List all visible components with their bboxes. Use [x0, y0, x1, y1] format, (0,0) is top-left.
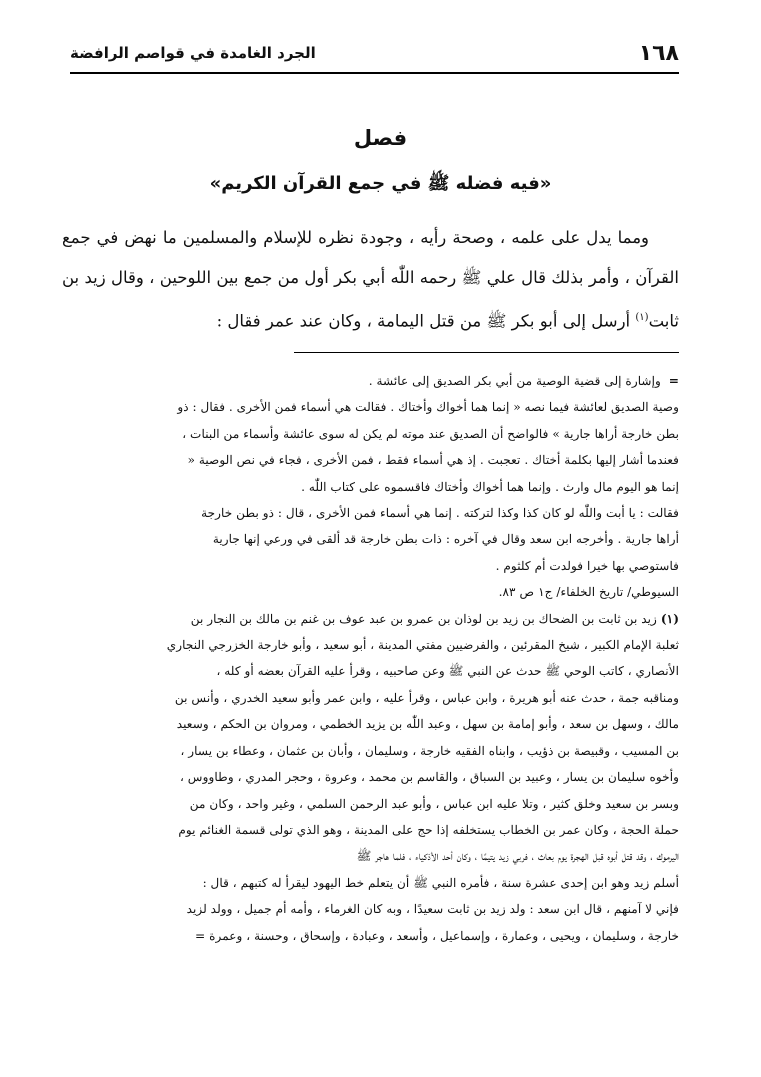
footnote-line: اليرموك ، وقد قتل أبوه قبل الهجرة يوم بعاث ، فربي زيد يتيمًا ، وكان أحد الأذكياء ، فلما هاجر ﷺ [356, 849, 679, 864]
header-divider [70, 72, 679, 74]
page-number: ١٦٨ [638, 40, 679, 66]
footnote-line: السيوطي/ تاريخ الخلفاء/ ج١ ص ٨٣. [498, 585, 679, 600]
footnote-marker: (١) [660, 611, 679, 626]
footnote-line: مالك ، وسهل بن سعد ، وأبو إمامة بن سهل ، وعبد اللّٰه بن يزيد الخطمي ، ومروان بن الحكم ، وسعيد [176, 717, 679, 732]
running-title: الجرد الغامدة في قواصم الرافضة [70, 44, 316, 62]
page-header [70, 38, 679, 68]
continuation-marker: = [668, 374, 679, 388]
footnote-divider [294, 352, 679, 353]
footnote-line: وبسر بن سعيد وخلق كثير ، وتلا عليه ابن عباس ، وأبو عبد الرحمن السلمي ، وغير واحد ، وكان من [189, 796, 679, 811]
footnote-line: بطن خارجة أراها جارية » فالواضح أن الصديق عند موته لم يكن له سوى عائشة وأسماء من البنات ، [182, 426, 679, 441]
footnote-line: إنما هو اليوم مال وارث . وإنما هما أخواك وأختاك فاقسموه على كتاب اللّٰه . [301, 479, 679, 494]
footnote-line: فعندما أشار إليها بكلمة أختاك . تعجبت . إذ هي أسماء فقط ، فمن الأخرى ، فجاء في نص الوصية « [187, 453, 679, 468]
main-body-text [62, 218, 679, 342]
body-paragraph [62, 218, 679, 342]
footnote-line: بن المسيب ، وقبيصة بن ذؤيب ، وابناه الفقيه خارجة ، وسليمان ، وأبان بن عثمان ، وعطاء بن يسار ، [180, 743, 679, 758]
footnote-line: فإني لا آمنهم ، قال ابن سعد : ولد زيد بن ثابت سعيدًا ، وبه كان الغرماء ، وأمه أم جميل ، وولد لزيد [186, 902, 679, 917]
footnote-line: ثعلبة الإمام الكبير ، شيخ المقرئين ، والفرضيين مفتي المدينة ، أبو سعيد ، وأبو خارجة الخزرجي النجاري [166, 638, 679, 653]
paragraph-text-end: أرسل إلى أبو بكر ﷺ من قتل اليمامة ، وكان عند عمر فقال : [216, 311, 631, 331]
footnotes [62, 368, 679, 949]
footnote-line: أسلم زيد وهو ابن إحدى عشرة سنة ، فأمره النبي ﷺ أن يتعلم خط اليهود ليقرأ له كتبهم ، قال : [202, 875, 679, 890]
paragraph-text: ومما يدل على علمه ، وصحة رأيه ، وجودة نظره للإسلام والمسلمين ما نهض في جمع القرآن ، وأمر بذلك قال علي ﷺ رحمه اللّٰه أبي بكر أول من جمع بين اللوحين ، وقال زيد بن ثابت [62, 228, 679, 331]
footnote-line: فقالت : يا أبت واللّٰه لو كان كذا وكذا لتركته . إنما هي أسماء فمن الأخرى ، قال : ذو بطن خارجة [201, 506, 679, 521]
footnote-line: أراها جارية . وأخرجه ابن سعد وقال في آخره : ذات بطن خارجة قد ألقى في ورعي إنها جارية [212, 532, 679, 547]
footnote-line: = وإشارة إلى قضية الوصية من أبي بكر الصديق إلى عائشة . [368, 374, 679, 388]
footnote-line: وصية الصديق لعائشة فيما نصه « إنما هما أخواك وأختاك . فقالت هي أسماء فمن الأخرى . فقال : ذو [177, 400, 679, 415]
footnote-line: وأخوه سليمان بن يسار ، وعبيد بن السباق ، والقاسم بن محمد ، وعروة ، وحجر المدري ، وطاووس ، [179, 770, 679, 785]
footnote-line: ومناقبه جمة ، حدث عنه أبو هريرة ، وابن عباس ، وقرأ عليه ، وابن عمر وأبو سعيد الخدري ، وأنس بن [174, 690, 679, 705]
footnote-line: فاستوصي بها خيرا فولدت أم كلثوم . [495, 558, 679, 573]
section-title: فصل [353, 126, 408, 150]
footnote-line: الأنصاري ، كاتب الوحي ﷺ حدث عن النبي ﷺ وعن صاحبيه ، وقرأ عليه القرآن بعضه أو كله ، [216, 664, 679, 679]
footnote-line: حملة الحجة ، وكان عمر بن الخطاب يستخلفه إذا حج على المدينة ، وهو الذي تولى قسمة الغنائم يوم [178, 822, 679, 837]
footnote-reference: (١) [635, 312, 649, 323]
footnote-line: (١)زيد بن ثابت بن الضحاك بن زيد بن لوذان بن عمرو بن عبد عوف بن غنم بن مالك بن النجار بن [190, 611, 679, 626]
footnote-line: خارجة ، وسليمان ، ويحيى ، وعمارة ، وإسماعيل ، وأسعد ، وعبادة ، وإسحاق ، وحسنة ، وعمرة = [195, 928, 679, 943]
section-subtitle: «فيه فضله ﷺ في جمع القرآن الكريم» [209, 173, 552, 194]
